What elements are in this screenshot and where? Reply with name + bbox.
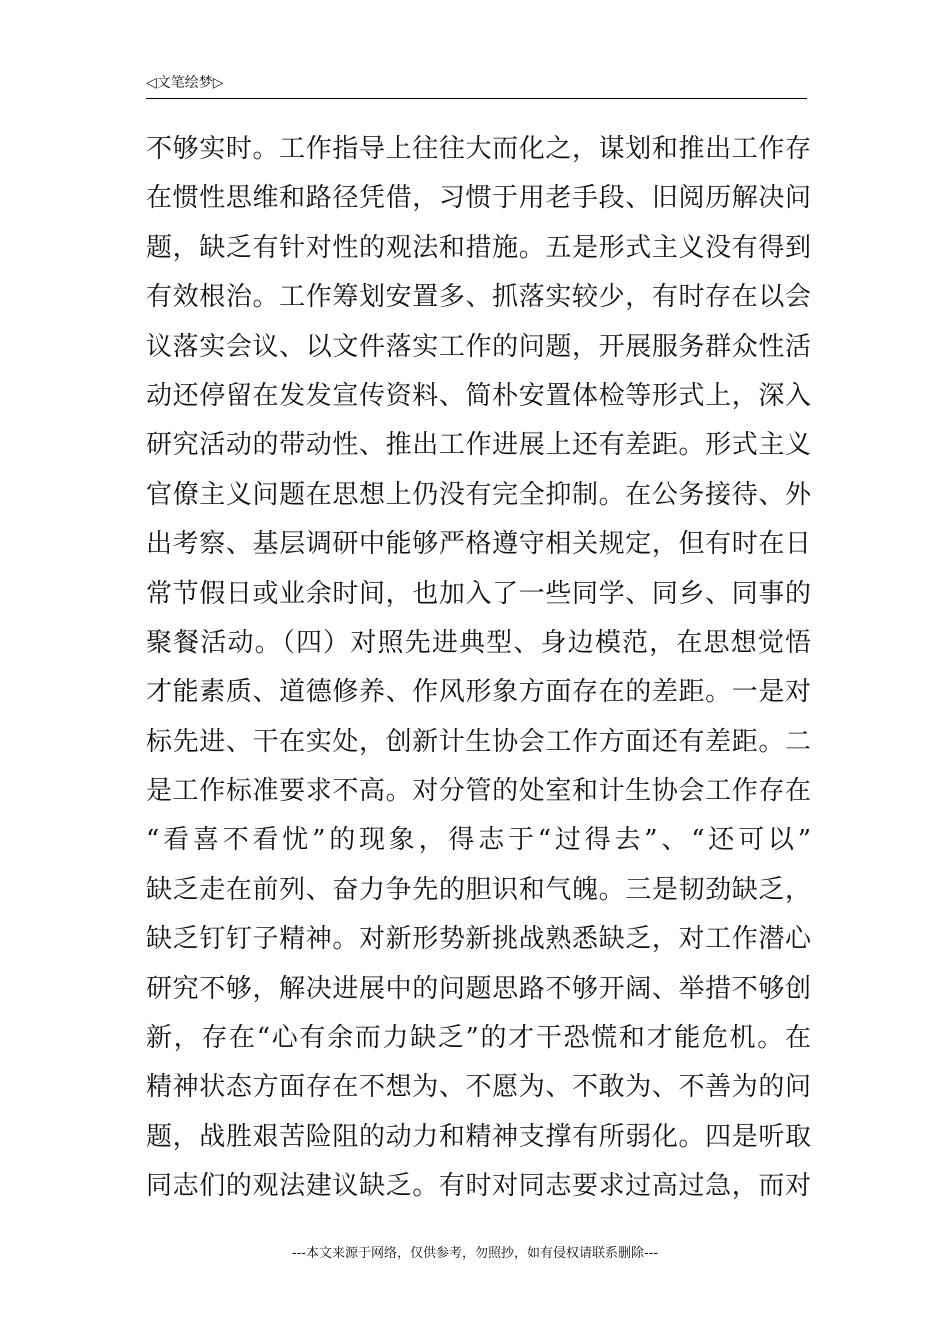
body-line: 在惯性思维和路径凭借，习惯于用老手段、旧阅历解决问	[146, 183, 811, 214]
body-line: 研究不够，解决进展中的问题思路不够开阔、举措不够创	[146, 973, 811, 1004]
body-line: 常节假日或业余时间，也加入了一些同学、同乡、同事的	[146, 578, 811, 609]
body-line: 官僚主义问题在思想上仍没有完全抑制。在公务接待、外	[146, 479, 811, 510]
body-line: 才能素质、道德修养、作风形象方面存在的差距。一是对	[146, 677, 811, 708]
header-title: ◁文笔绘梦▷	[146, 75, 224, 91]
body-line: 精神状态方面存在不想为、不愿为、不敢为、不善为的问	[146, 1072, 811, 1103]
body-line: 不够实时。工作指导上往往大而化之，谋划和推出工作存	[146, 134, 811, 164]
body-line: 是工作标准要求不高。对分管的处室和计生协会工作存在	[146, 776, 811, 807]
body-line: 新，存在“心有余而力缺乏”的才干恐慌和才能危机。在	[146, 1023, 811, 1054]
body-line: 题，缺乏有针对性的观法和措施。五是形式主义没有得到	[146, 232, 811, 263]
body-line: 有效根治。工作筹划安置多、抓落实较少，有时存在以会	[146, 282, 811, 313]
document-body	[146, 125, 811, 1212]
body-line: 缺乏钉钉子精神。对新形势新挑战熟悉缺乏，对工作潜心	[146, 924, 811, 955]
body-line: 标先进、干在实处，创新计生协会工作方面还有差距。二	[146, 726, 811, 757]
body-line: 议落实会议、以文件落实工作的问题，开展服务群众性活	[146, 331, 811, 362]
body-line: 研究活动的带动性、推出工作进展上还有差距。形式主义	[146, 430, 811, 461]
body-line: 出考察、基层调研中能够严格遵守相关规定，但有时在日	[146, 529, 811, 560]
body-line: 同志们的观法建议缺乏。有时对同志要求过高过急，而对	[146, 1171, 811, 1202]
body-line: 聚餐活动。（四）对照先进典型、身边模范，在思想觉悟	[146, 627, 811, 658]
page-header	[146, 74, 807, 99]
body-line: 题，战胜艰苦险阻的动力和精神支撑有所弱化。四是听取	[146, 1121, 811, 1152]
body-line: 缺乏走在前列、奋力争先的胆识和气魄。三是韧劲缺乏，	[146, 874, 811, 905]
page-footer: ---本文来源于网络，仅供参考，勿照抄，如有侵权请联系删除---	[291, 1246, 659, 1261]
body-line: 动还停留在发发宣传资料、简朴安置体检等形式上，深入	[146, 380, 811, 411]
body-line: “看喜不看忧”的现象，得志于“过得去”、“还可以”	[146, 825, 811, 856]
